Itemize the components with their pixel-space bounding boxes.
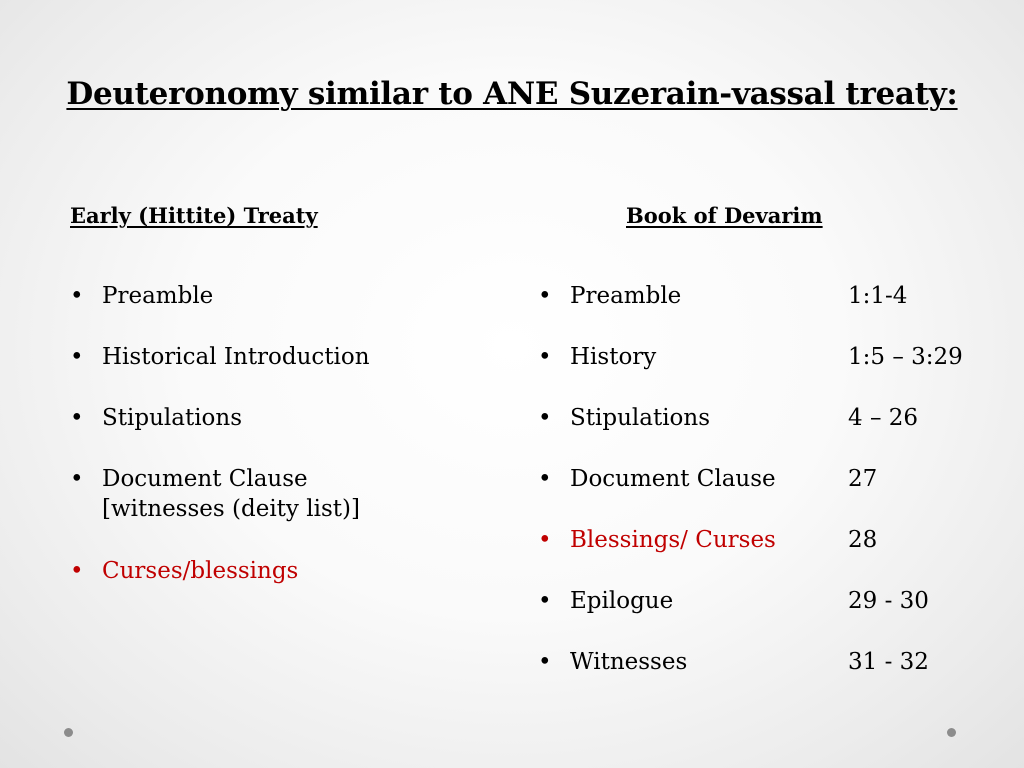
list-item-text: Preamble bbox=[570, 283, 682, 309]
bullet-icon: • bbox=[538, 344, 552, 370]
chapter-reference: 4 – 26 bbox=[848, 405, 919, 431]
list-item-text: Historical Introduction bbox=[102, 344, 370, 370]
list-item-text: Witnesses bbox=[570, 649, 688, 675]
bullet-icon: • bbox=[70, 558, 84, 584]
chapter-reference: 1:5 – 3:29 bbox=[848, 344, 963, 370]
bullet-icon: • bbox=[538, 283, 552, 309]
list-item-text: Stipulations bbox=[102, 405, 243, 431]
corner-dot-icon bbox=[64, 728, 73, 737]
chapter-reference: 1:1-4 bbox=[848, 283, 908, 309]
chapter-reference: 31 - 32 bbox=[848, 649, 929, 675]
left-column-heading: Early (Hittite) Treaty bbox=[70, 203, 318, 228]
bullet-icon: • bbox=[70, 283, 84, 309]
bullet-icon: • bbox=[538, 466, 552, 492]
bullet-icon: • bbox=[538, 649, 552, 675]
list-item-text-line1: Document Clause bbox=[102, 466, 308, 492]
bullet-icon: • bbox=[70, 344, 84, 370]
list-item-text: Stipulations bbox=[570, 405, 711, 431]
bullet-icon: • bbox=[538, 527, 552, 553]
bullet-icon: • bbox=[70, 466, 84, 492]
chapter-reference: 27 bbox=[848, 466, 878, 492]
list-item-text: Curses/blessings bbox=[102, 558, 299, 584]
list-item-text bbox=[102, 464, 360, 524]
bullet-icon: • bbox=[538, 405, 552, 431]
bullet-icon: • bbox=[70, 405, 84, 431]
slide-title: Deuteronomy similar to ANE Suzerain-vassal treaty: bbox=[66, 76, 958, 112]
corner-dot-icon bbox=[947, 728, 956, 737]
list-item-text: History bbox=[570, 344, 657, 370]
chapter-reference: 28 bbox=[848, 527, 878, 553]
chapter-reference: 29 - 30 bbox=[848, 588, 929, 614]
bullet-icon: • bbox=[538, 588, 552, 614]
right-column-heading: Book of Devarim bbox=[626, 203, 823, 228]
list-item-text: Blessings/ Curses bbox=[570, 527, 776, 553]
list-item-text: Epilogue bbox=[570, 588, 674, 614]
list-item-text-line2: [witnesses (deity list)] bbox=[102, 496, 360, 522]
list-item-text: Document Clause bbox=[570, 466, 776, 492]
list-item-text: Preamble bbox=[102, 283, 214, 309]
